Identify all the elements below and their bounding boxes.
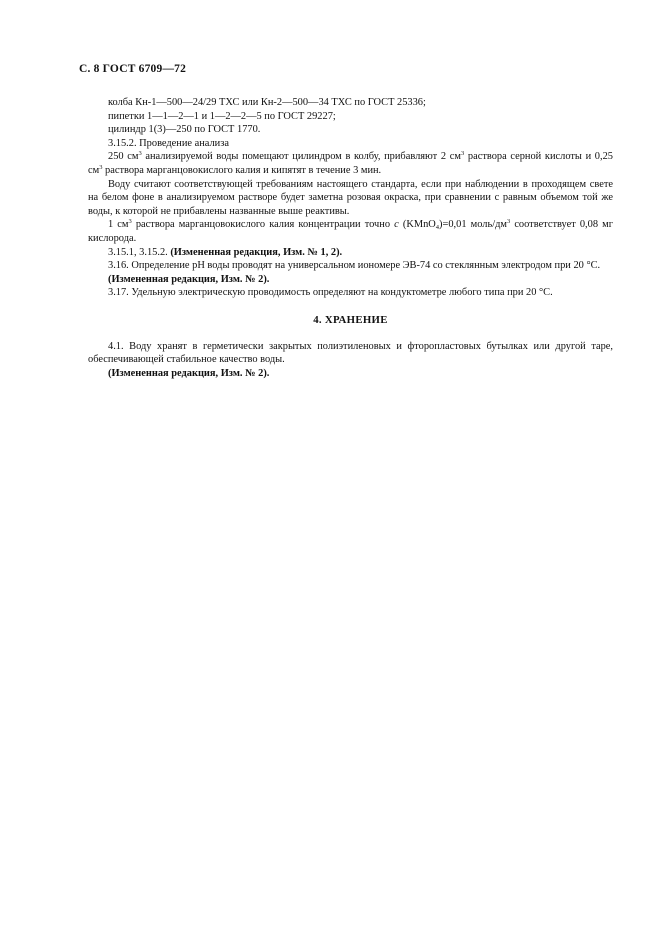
clause-3-15-2-heading: 3.15.2. Проведение анализа bbox=[108, 137, 229, 149]
amendment-note-4-1: (Измененная редакция, Изм. № 2). bbox=[108, 367, 270, 379]
clause-4-1-paragraph: 4.1. Воду хранят в герметически закрытых полиэтиленовых и фторопластовых бутылках или другой таре, обеспечивающей стабильное качество воды. bbox=[88, 340, 613, 366]
equipment-item-flask: колба Кн-1—500—24/29 ТХС или Кн-2—500—34 ТХС по ГОСТ 25336; bbox=[108, 97, 426, 108]
amendment-note-3-15: 3.15.1, 3.15.2. (Измененная редакция, Изм. № 1, 2). bbox=[108, 246, 343, 258]
page-header: С. 8 ГОСТ 6709—72 bbox=[79, 63, 187, 75]
equipment-item-pipettes: пипетки 1—1—2—1 и 1—2—2—5 по ГОСТ 29227; bbox=[108, 110, 336, 122]
permanganate-equivalence-paragraph: 1 $см^3$ раствора марганцовокислого калия концентрации точно c (KMnO$_4$)=0,01 моль/$дм^3$ соответствует 0,08 мг кислорода. bbox=[88, 218, 613, 244]
section-4-title: 4. ХРАНЕНИЕ bbox=[313, 313, 388, 326]
equipment-item-cylinder: цилиндр 1(3)—250 по ГОСТ 1770. bbox=[108, 124, 261, 136]
acceptance-criterion-paragraph: Воду считают соответствующей требованиям настоящего стандарта, если при наблюдении в проходящем свете на белом фоне в анализируемом растворе будет заметна розовая окраска, при сравнении с равным объемом той же воды, к которой не прибавлены названные выше реактивы. bbox=[88, 178, 613, 217]
amendment-note-3-16: (Измененная редакция, Изм. № 2). bbox=[108, 273, 270, 285]
clause-3-16-paragraph: 3.16. Определение pH воды проводят на универсальном иономере ЭВ-74 со стеклянным электродом при 20 °С. bbox=[108, 260, 601, 272]
document-body bbox=[88, 96, 613, 380]
clause-3-17-paragraph: 3.17. Удельную электрическую проводимость определяют на кондуктометре любого типа при 20 °С. bbox=[108, 287, 553, 299]
analysis-procedure-paragraph: 250 $см^3$ анализируемой воды помещают цилиндром в колбу, прибавляют 2 $см^3$ раствора серной кислоты и 0,25 $см^3$ раствора марганцовокислого калия и кипятят в течение 3 мин. bbox=[88, 150, 613, 176]
